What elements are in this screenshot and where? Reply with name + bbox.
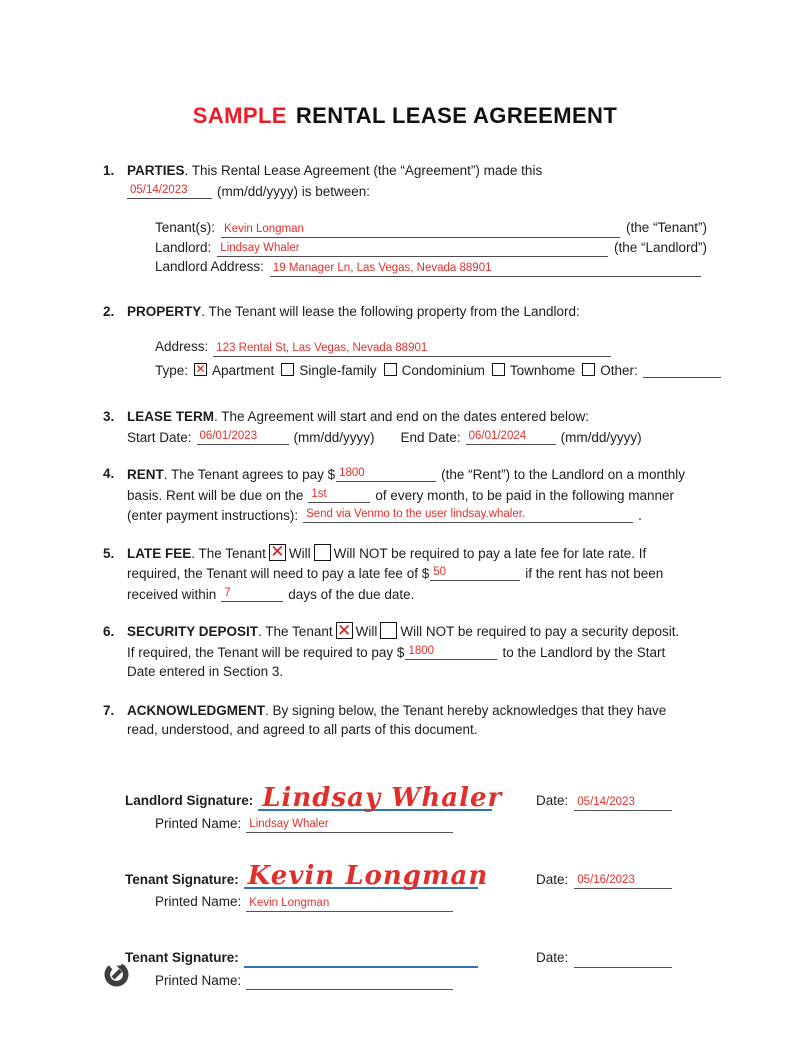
section-text: (the “Rent”) to the Landlord on a monthly bbox=[441, 467, 686, 482]
title-main-text: RENTAL LEASE AGREEMENT bbox=[295, 103, 618, 128]
tenant-signature-label: Tenant Signature: bbox=[125, 871, 239, 887]
section-number: 2. bbox=[103, 303, 115, 319]
section-text: Date entered in Section 3. bbox=[127, 664, 284, 679]
late-fee-amount-field[interactable]: 50 bbox=[430, 563, 520, 581]
single-family-checkbox[interactable] bbox=[281, 363, 294, 376]
rent-amount-field[interactable]: 1800 bbox=[336, 464, 436, 482]
late-fee-days-field[interactable]: 7 bbox=[221, 584, 283, 602]
section-heading: PARTIES bbox=[127, 163, 185, 178]
condominium-label: Condominium bbox=[401, 362, 485, 378]
section-heading: RENT bbox=[127, 467, 164, 482]
late-fee-will-checkbox[interactable] bbox=[269, 544, 286, 561]
section-text: read, understood, and agreed to all parts of this document. bbox=[127, 722, 478, 737]
rent-due-day-field[interactable]: 1st bbox=[308, 485, 370, 503]
section-text: . The Tenant bbox=[258, 624, 333, 639]
date-label: Date: bbox=[536, 793, 569, 808]
landlord-label: Landlord: bbox=[155, 239, 212, 255]
tenant-signature-date-field[interactable]: 05/16/2023 bbox=[574, 870, 672, 889]
other-type-field[interactable] bbox=[643, 360, 721, 378]
landlord-signature-label: Landlord Signature: bbox=[125, 793, 254, 808]
section-text: to the Landlord by the Start bbox=[502, 644, 666, 660]
payment-instructions-field[interactable]: Send via Venmo to the user lindsay.whaler. bbox=[303, 505, 633, 523]
section-number: 7. bbox=[103, 702, 115, 718]
section-text: basis. Rent will be due on the bbox=[127, 487, 304, 503]
section-text: . The Tenant will lease the following property from the Landlord: bbox=[201, 303, 580, 319]
landlord-signature-field[interactable] bbox=[258, 779, 503, 813]
tenant-name-field[interactable]: Kevin Longman bbox=[221, 220, 620, 238]
section-text: if the rent has not been bbox=[525, 566, 664, 581]
tenant2-signature-row bbox=[125, 934, 707, 968]
agreement-date-field[interactable]: 05/14/2023 bbox=[127, 181, 212, 199]
section-number: 3. bbox=[103, 409, 115, 424]
section-heading: PROPERTY bbox=[127, 303, 202, 319]
section-acknowledgment bbox=[103, 701, 707, 740]
property-type-label: Type: bbox=[155, 362, 189, 378]
circular-arrow-logo-icon bbox=[102, 960, 131, 989]
tenant-suffix: (the “Tenant”) bbox=[625, 220, 707, 235]
landlord-address-label: Landlord Address: bbox=[155, 259, 264, 274]
tenant2-printed-name-row bbox=[155, 971, 707, 991]
landlord-signature-script: Lindsay Whaler bbox=[262, 782, 503, 813]
section-text: . By signing below, the Tenant hereby acknowledges that they have bbox=[265, 702, 667, 718]
tenant2-signature-label: Tenant Signature: bbox=[125, 950, 239, 965]
start-date-field[interactable]: 06/01/2023 bbox=[197, 427, 289, 445]
section-number: 4. bbox=[103, 466, 115, 481]
section-heading: LATE FEE bbox=[127, 545, 192, 561]
tenant2-signature-field[interactable] bbox=[244, 936, 478, 968]
start-date-format: (mm/dd/yyyy) bbox=[293, 429, 375, 445]
section-text: . The Agreement will start and end on the dates entered below: bbox=[214, 409, 590, 424]
document-body bbox=[103, 103, 707, 990]
section-text: (mm/dd/yyyy) is between: bbox=[217, 183, 371, 199]
section-text: If required, the Tenant will be required to pay $ bbox=[127, 644, 405, 660]
section-text: . The Tenant bbox=[191, 545, 266, 561]
tenant2-signature-date-field[interactable] bbox=[574, 949, 672, 968]
printed-name-label: Printed Name: bbox=[155, 815, 242, 831]
will-label: Will bbox=[355, 624, 378, 639]
signature-block bbox=[125, 777, 707, 991]
townhome-label: Townhome bbox=[509, 362, 576, 378]
lease-dates-row bbox=[127, 427, 707, 448]
section-parties bbox=[103, 161, 707, 277]
section-text: received within bbox=[127, 586, 217, 602]
landlord-signature-date-field[interactable]: 05/14/2023 bbox=[574, 792, 672, 811]
landlord-printed-name-row bbox=[155, 814, 707, 834]
section-heading: LEASE TERM bbox=[127, 409, 215, 424]
start-date-label: Start Date: bbox=[127, 429, 192, 445]
property-address-label: Address: bbox=[155, 339, 209, 354]
section-text: . This Rental Lease Agreement (the “Agreement”) made this bbox=[184, 163, 543, 178]
will-label: Will bbox=[288, 545, 311, 561]
other-checkbox[interactable] bbox=[582, 363, 595, 376]
apartment-label: Apartment bbox=[212, 362, 275, 378]
date-label: Date: bbox=[536, 871, 569, 887]
deposit-amount-field[interactable]: 1800 bbox=[405, 642, 497, 660]
landlord-printed-name-field[interactable]: Lindsay Whaler bbox=[246, 815, 453, 833]
deposit-will-not-checkbox[interactable] bbox=[380, 622, 397, 639]
section-text: days of the due date. bbox=[288, 586, 415, 602]
section-property bbox=[103, 302, 707, 381]
tenant-printed-name-field[interactable]: Kevin Longman bbox=[246, 894, 453, 912]
section-number: 1. bbox=[103, 163, 115, 178]
will-not-label: Will NOT be required to pay a late fee for late rate. If bbox=[333, 545, 647, 561]
tenant-signature-field[interactable] bbox=[244, 857, 489, 891]
end-date-label: End Date: bbox=[400, 429, 461, 445]
landlord-name-field[interactable]: Lindsay Whaler bbox=[217, 239, 608, 257]
end-date-field[interactable]: 06/01/2024 bbox=[466, 427, 556, 445]
date-label: Date: bbox=[536, 950, 569, 965]
late-fee-will-not-checkbox[interactable] bbox=[314, 544, 331, 561]
section-text: . The Tenant agrees to pay $ bbox=[163, 467, 336, 482]
landlord-address-field[interactable]: 19 Manager Ln, Las Vegas, Nevada 88901 bbox=[270, 259, 701, 277]
property-type-row bbox=[155, 360, 707, 381]
section-security-deposit bbox=[103, 622, 707, 682]
section-number: 5. bbox=[103, 545, 115, 561]
other-label: Other: bbox=[600, 362, 638, 378]
landlord-suffix: (the “Landlord”) bbox=[613, 239, 707, 255]
apartment-checkbox[interactable] bbox=[194, 363, 207, 376]
section-text: required, the Tenant will need to pay a late fee of $ bbox=[127, 566, 430, 581]
single-family-label: Single-family bbox=[299, 362, 377, 378]
section-lease-term bbox=[103, 407, 707, 447]
tenant2-printed-name-field[interactable] bbox=[246, 972, 453, 990]
will-not-label: Will NOT be required to pay a security deposit. bbox=[400, 624, 680, 639]
end-date-format: (mm/dd/yyyy) bbox=[560, 429, 642, 445]
deposit-will-checkbox[interactable] bbox=[336, 622, 353, 639]
tenant-signature-row bbox=[125, 855, 707, 889]
tenant-printed-name-row bbox=[155, 892, 707, 912]
tenant-label: Tenant(s): bbox=[155, 220, 216, 235]
section-number: 6. bbox=[103, 624, 115, 639]
section-late-fee bbox=[103, 544, 707, 605]
property-address-row bbox=[155, 337, 679, 357]
page-title bbox=[103, 103, 707, 129]
section-heading: ACKNOWLEDGMENT bbox=[127, 702, 265, 718]
title-sample-word: SAMPLE bbox=[192, 103, 287, 128]
section-rent bbox=[103, 464, 707, 526]
section-text: (enter payment instructions): bbox=[127, 508, 299, 523]
condominium-checkbox[interactable] bbox=[384, 363, 397, 376]
printed-name-label: Printed Name: bbox=[155, 894, 242, 909]
section-text: . bbox=[638, 508, 642, 523]
section-text: of every month, to be paid in the following manner bbox=[375, 487, 675, 503]
landlord-row bbox=[155, 238, 707, 258]
townhome-checkbox[interactable] bbox=[492, 363, 505, 376]
printed-name-label: Printed Name: bbox=[155, 972, 242, 988]
property-address-field[interactable]: 123 Rental St, Las Vegas, Nevada 88901 bbox=[213, 339, 611, 357]
landlord-address-row bbox=[155, 257, 707, 277]
section-heading: SECURITY DEPOSIT bbox=[127, 624, 259, 639]
tenant-signature-script: Kevin Longman bbox=[247, 861, 489, 891]
tenant-row bbox=[155, 218, 707, 238]
landlord-signature-row bbox=[125, 777, 707, 811]
